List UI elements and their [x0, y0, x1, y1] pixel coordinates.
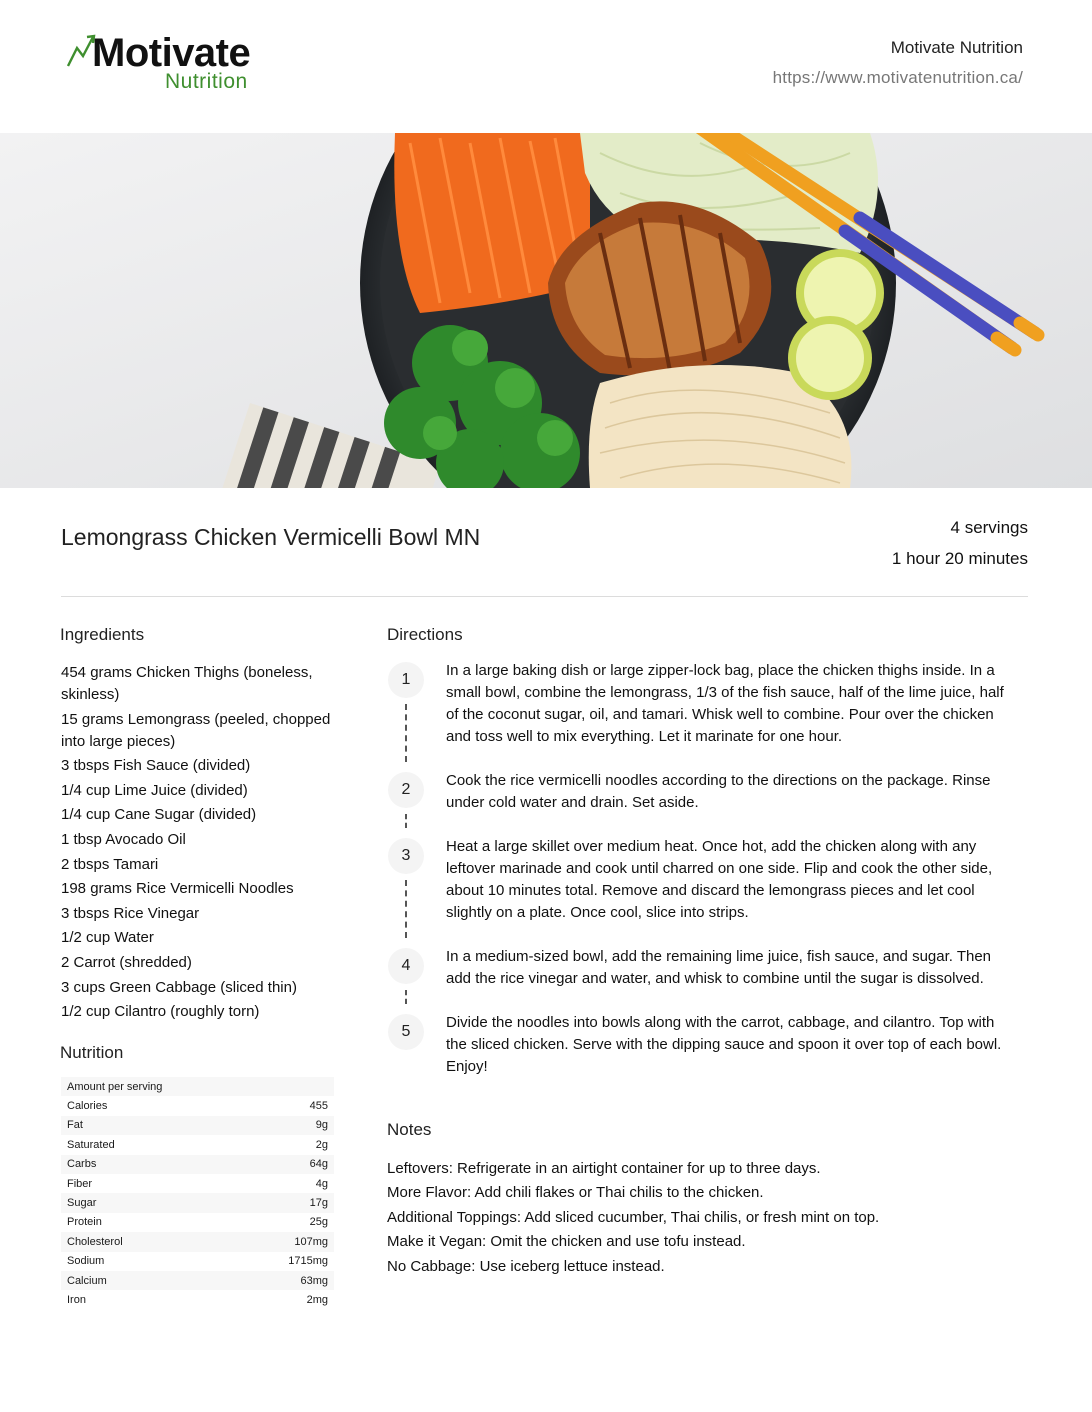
- step-text: Heat a large skillet over medium heat. Once hot, add the chicken along with any leftover marinade and cook until charred on one side. Flip and cook the other side, about 10 minutes total. Remove and discard the lemongrass pieces and let cool slightly on a plate. Once cool, slice into strips.: [446, 838, 993, 921]
- nutrient-label: Fiber: [67, 1177, 93, 1190]
- step-number: 4: [388, 948, 424, 984]
- nutrition-heading: Nutrition: [60, 1043, 124, 1062]
- nutrition-row: [61, 1174, 334, 1193]
- ingredient-item: 3 cups Green Cabbage (sliced thin): [61, 978, 297, 996]
- nutrient-value: 64g: [216, 1155, 334, 1174]
- nutrition-header-row: [61, 1077, 334, 1096]
- site-url-link[interactable]: https://www.motivatenutrition.ca/: [772, 68, 1023, 87]
- step-connector: [405, 880, 407, 938]
- note-item: Leftovers: Refrigerate in an airtight container for up to three days.: [387, 1160, 821, 1177]
- nutrition-row: [61, 1116, 334, 1135]
- direction-step: [387, 770, 1007, 814]
- direction-step: [387, 946, 1007, 990]
- nutrient-label: Fat: [61, 1116, 216, 1135]
- nutrient-value: 63mg: [216, 1271, 334, 1290]
- ingredient-item: 3 tbsps Fish Sauce (divided): [61, 757, 251, 775]
- ingredient-item: 2 Carrot (shredded): [61, 953, 192, 971]
- step-number: 1: [388, 662, 424, 698]
- logo-subtitle: Nutrition: [165, 70, 248, 93]
- page-header: [0, 0, 1092, 133]
- step-connector: [405, 814, 407, 828]
- nutrient-label: Cholesterol: [61, 1232, 216, 1251]
- total-time: 1 hour 20 minutes: [891, 549, 1028, 568]
- nutrition-row: [61, 1232, 334, 1251]
- servings-count: 4 servings: [950, 518, 1028, 537]
- recipe-title: Lemongrass Chicken Vermicelli Bowl MN: [61, 524, 481, 550]
- ingredient-item: 3 tbsps Rice Vinegar: [61, 904, 200, 922]
- ingredients-heading: Ingredients: [60, 625, 145, 644]
- ingredient-item: 1 tbsp Avocado Oil: [61, 830, 186, 848]
- nutrient-value: 25g: [309, 1216, 328, 1229]
- site-name: Motivate Nutrition: [890, 38, 1023, 57]
- nutrient-value: 1715mg: [288, 1255, 328, 1268]
- section-divider: [61, 596, 1028, 597]
- note-item: Additional Toppings: Add sliced cucumber, Thai chilis, or fresh mint on top.: [387, 1208, 880, 1226]
- nutrient-value: 2g: [315, 1138, 328, 1151]
- nutrition-table: [61, 1077, 334, 1310]
- step-text: In a large baking dish or large zipper-lock bag, place the chicken thighs inside. In a small bowl, combine the lemongrass, 1/3 of the fish sauce, half of the lime juice, half of the coconut sugar, oil, and tamari. Whisk well to combine. Pour over the chicken and toss well to mix everything. Let it marinate for one hour.: [446, 662, 1004, 745]
- note-item: No Cabbage: Use iceberg lettuce instead.: [387, 1257, 665, 1275]
- recipe-hero-image: [0, 133, 1092, 488]
- step-text: Divide the noodles into bowls along with the carrot, cabbage, and cilantro. Top with the sliced chicken. Serve with the dipping sauce and spoon it over top of each bowl. Enjoy!: [446, 1014, 1002, 1075]
- ingredients-list: [61, 662, 351, 1026]
- nutrient-value: 4g: [315, 1177, 328, 1190]
- ingredient-item: 198 grams Rice Vermicelli Noodles: [61, 880, 294, 898]
- per-serving-label: Amount per serving: [61, 1077, 334, 1096]
- step-number: 5: [388, 1014, 424, 1050]
- ingredient-item: 15 grams Lemongrass (peeled, chopped into large pieces): [61, 710, 331, 750]
- direction-step: [387, 1012, 1007, 1078]
- nutrient-label: Iron: [67, 1293, 86, 1306]
- nutrition-row: [61, 1271, 334, 1290]
- ingredient-item: 1/2 cup Cilantro (roughly torn): [61, 1003, 260, 1021]
- step-number: 2: [388, 772, 424, 808]
- directions-heading: Directions: [387, 625, 463, 644]
- directions-list: [387, 660, 1007, 1078]
- note-item: Make it Vegan: Omit the chicken and use tofu instead.: [387, 1233, 746, 1251]
- nutrition-row: [61, 1155, 334, 1174]
- step-text: Cook the rice vermicelli noodles according to the directions on the package. Rinse under cold water and drain. Set aside.: [446, 772, 991, 811]
- notes-heading: Notes: [387, 1120, 432, 1139]
- nutrient-label: Sodium: [67, 1255, 105, 1268]
- direction-step: [387, 836, 1007, 924]
- logo-wordmark: Motivate: [92, 31, 251, 75]
- brand-logo[interactable]: [66, 30, 276, 100]
- recipe-meta: [892, 512, 1028, 574]
- notes-list: [387, 1157, 1027, 1279]
- nutrition-row: [61, 1193, 334, 1212]
- nutrient-value: 9g: [216, 1116, 334, 1135]
- nutrient-value: 17g: [216, 1193, 334, 1212]
- nutrient-label: Protein: [67, 1216, 102, 1229]
- step-connector: [405, 704, 407, 762]
- nutrient-label: Saturated: [67, 1138, 115, 1151]
- ingredient-item: 1/4 cup Lime Juice (divided): [61, 781, 248, 799]
- nutrient-value: 107mg: [216, 1232, 334, 1251]
- ingredient-item: 1/4 cup Cane Sugar (divided): [61, 806, 257, 824]
- nutrient-label: Calcium: [61, 1271, 216, 1290]
- nutrient-label: Carbs: [61, 1155, 216, 1174]
- nutrition-row: [61, 1252, 334, 1271]
- nutrient-label: Sugar: [61, 1193, 216, 1212]
- note-item: More Flavor: Add chili flakes or Thai chilis to the chicken.: [387, 1184, 764, 1202]
- ingredient-item: 1/2 cup Water: [61, 929, 154, 947]
- step-connector: [405, 990, 407, 1004]
- step-number: 3: [388, 838, 424, 874]
- nutrition-row: [61, 1290, 334, 1309]
- ingredient-item: 454 grams Chicken Thighs (boneless, skinless): [61, 664, 313, 703]
- nutrient-value: 455: [309, 1100, 328, 1113]
- nutrition-row: [61, 1213, 334, 1232]
- ingredient-item: 2 tbsps Tamari: [61, 855, 159, 873]
- direction-step: [387, 660, 1007, 748]
- nutrition-row: [61, 1135, 334, 1154]
- nutrient-label: Calories: [67, 1100, 108, 1113]
- step-text: In a medium-sized bowl, add the remaining lime juice, fish sauce, and sugar. Then add the rice vinegar and water, and whisk to combine until the sugar is dissolved.: [446, 948, 992, 987]
- nutrition-row: [61, 1096, 334, 1115]
- nutrient-value: 2mg: [306, 1293, 328, 1306]
